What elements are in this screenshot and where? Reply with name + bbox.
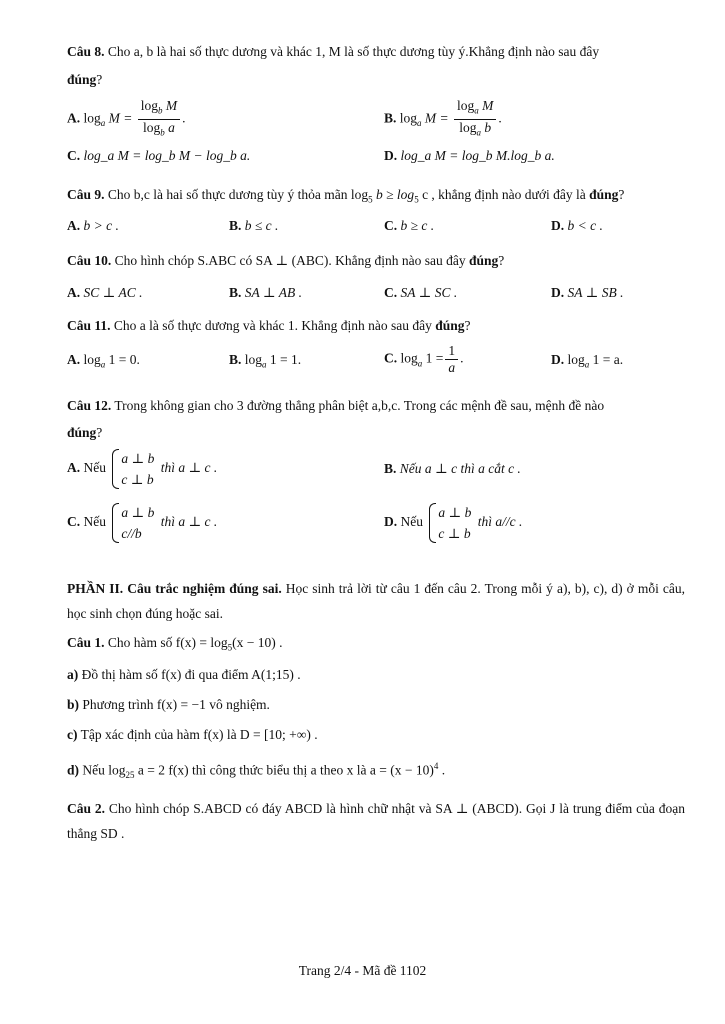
q12-option-c[interactable]: C. Nếu a ⊥ b c//b thì a ⊥ c . <box>67 502 217 544</box>
q12-text-line2: đúng? <box>67 425 103 440</box>
p2-question-2: Câu 2. Cho hình chóp S.ABCD có đáy ABCD là hình chữ nhật và SA ⊥ (ABCD). Gọi J là trung điểm của đoạn thẳng SD . <box>67 801 685 841</box>
q10-option-d[interactable]: D. SA ⊥ SB . <box>551 285 624 300</box>
q10-option-b[interactable]: B. SA ⊥ AB . <box>229 285 302 300</box>
q12-a-system: a ⊥ b c ⊥ b <box>112 448 154 490</box>
q9-option-c[interactable]: C. b ≥ c . <box>384 218 435 233</box>
p2-question-1: Câu 1. Cho hàm số $f(x) = \log_5(x - 10)$ . <box>67 635 283 653</box>
p2q1-statement-a[interactable]: a) Đồ thị hàm số f(x) đi qua điểm A(1;15) . <box>67 667 301 682</box>
q11-option-b[interactable]: B. $\log_a 1 = 1$. <box>229 352 302 370</box>
question-9: Câu 9. Cho b,c là hai số thực dương tùy ý thỏa mãn $\log_5 b \ge \log_5 c$ , khẳng định nào dưới đây là đúng? <box>67 187 625 205</box>
q9-option-d[interactable]: D. b < c . <box>551 218 603 233</box>
q8-option-a[interactable]: A. $\log_a M$ = $\frac{\log_b M}{\log_b a}$ . <box>67 98 186 140</box>
q12-c-system: a ⊥ b c//b <box>112 502 154 544</box>
question-8 <box>67 44 685 60</box>
q8-b-fraction: $\frac{\log_a M}{\log_a b}$ <box>454 98 496 140</box>
q10-option-a[interactable]: A. SC ⊥ AC . <box>67 285 143 300</box>
q8-number: Câu 8. <box>67 44 105 59</box>
p2q1-statement-d[interactable]: d) Nếu $\log_{25} a = 2$ f(x) thì công thức biểu thị a theo x là $a = (x - 10)^4$ . <box>67 761 446 781</box>
q8-option-c[interactable]: C. log_a M = log_b M − log_b a. <box>67 148 251 163</box>
q8-option-d[interactable]: D. log_a M = log_b M.log_b a. <box>384 148 555 163</box>
q8-text-line2: đúng? <box>67 72 103 87</box>
q8-a-fraction: $\frac{\log_b M}{\log_b a}$ <box>138 98 180 140</box>
page-footer: Trang 2/4 - Mã đề 1102 <box>298 963 427 978</box>
part2-intro: PHẦN II. Câu trắc nghiệm đúng sai. Học sinh trả lời từ câu 1 đến câu 2. Trong mỗi ý a), b), c), d) ở mỗi câu, học sinh chọn đúng hoặc sai. <box>67 581 685 621</box>
q11-option-c[interactable]: C. $\log_a 1$ = $\frac{1}{a}$ . <box>384 343 464 375</box>
q8-text: Cho a, b là hai số thực dương và khác 1, M là số thực dương tùy ý.Khẳng định nào sau đây <box>104 44 600 59</box>
q12-option-b[interactable]: B. Nếu a ⊥ c thì a cắt c . <box>384 461 521 476</box>
q9-option-a[interactable]: A. b > c . <box>67 218 119 233</box>
question-11: Câu 11. Cho a là số thực dương và khác 1. Khẳng định nào sau đây đúng? <box>67 318 471 333</box>
p2q1-statement-b[interactable]: b) Phương trình f(x) = −1 vô nghiệm. <box>67 697 270 712</box>
q8-option-b[interactable]: B. $\log_a M$ = $\frac{\log_a M}{\log_a b}$ . <box>384 98 502 140</box>
question-12: Câu 12. Trong không gian cho 3 đường thẳng phân biệt a,b,c. Trong các mệnh đề sau, mệnh đề nào <box>67 398 605 413</box>
q10-option-c[interactable]: C. SA ⊥ SC . <box>384 285 458 300</box>
q12-option-a[interactable]: A. Nếu a ⊥ b c ⊥ b thì a ⊥ c . <box>67 448 217 490</box>
p2q1-statement-c[interactable]: c) Tập xác định của hàm f(x) là D = [10; +∞) . <box>67 727 318 742</box>
q9-option-b[interactable]: B. b ≤ c . <box>229 218 279 233</box>
q11-option-a[interactable]: A. $\log_a 1 = 0$. <box>67 352 140 370</box>
q12-option-d[interactable]: D. Nếu a ⊥ b c ⊥ b thì a//c . <box>384 502 522 544</box>
q12-d-system: a ⊥ b c ⊥ b <box>429 502 471 544</box>
q11-option-d[interactable]: D. $\log_a 1 = a$. <box>551 352 624 370</box>
question-10: Câu 10. Cho hình chóp S.ABC có SA ⊥ (ABC). Khẳng định nào sau đây đúng? <box>67 253 505 268</box>
